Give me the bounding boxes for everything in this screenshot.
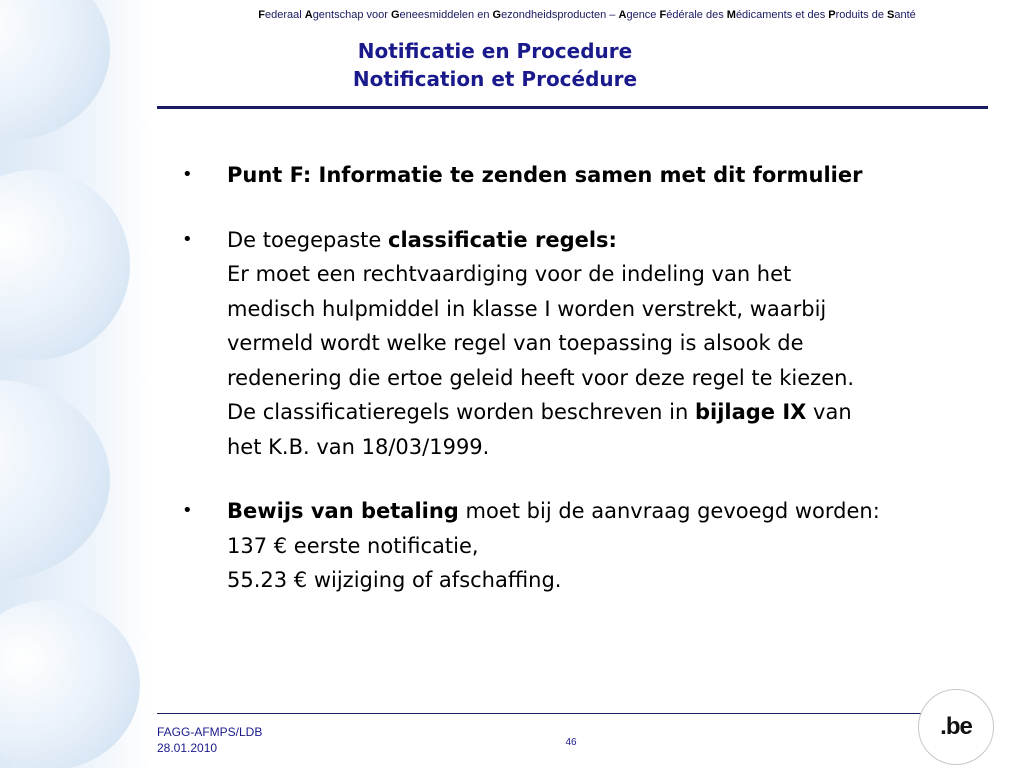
bullet-dot: •	[182, 228, 193, 250]
title-line-french: Notification et Procédure	[352, 67, 638, 91]
agency-word: ederaal	[264, 9, 305, 21]
agency-initial: S	[887, 9, 895, 21]
bullet-line: medisch hulpmiddel in klasse I worden verstrekt, waarbij	[227, 296, 827, 321]
bullet-line: van	[806, 400, 852, 424]
bullet-line: het K.B. van 18/03/1999.	[227, 434, 490, 459]
agency-word: gence	[626, 9, 660, 21]
agency-word: gentschap voor	[312, 9, 391, 21]
bullet-line: De classificatieregels worden beschreven in	[227, 400, 695, 424]
background-decoration	[0, 0, 150, 768]
footer-divider	[157, 713, 922, 714]
footer-org: FAGG-AFMPS/LDB	[157, 725, 263, 739]
bullet-dot: •	[182, 164, 193, 185]
bullet-intro-bold: classificatie regels:	[388, 227, 617, 252]
annex-reference: bijlage IX	[694, 400, 807, 424]
slide-content	[182, 158, 1002, 628]
page-title	[200, 37, 790, 93]
agency-word: édicaments et des	[735, 9, 829, 21]
agency-initial: A	[618, 9, 627, 21]
fee-modification: 55.23 € wijziging of afschaffing.	[227, 568, 562, 592]
agency-word: eneesmiddelen en	[399, 9, 493, 21]
agency-initial: P	[828, 9, 836, 21]
agency-word: anté	[894, 9, 916, 21]
payment-heading: Bewijs van betaling	[227, 499, 459, 523]
agency-initial: M	[726, 9, 736, 21]
agency-word: ezondheidsproducten –	[501, 9, 619, 21]
footer-info	[157, 724, 262, 756]
fee-first-notification: 137 € eerste notificatie,	[227, 533, 479, 558]
title-line-dutch: Notificatie en Procedure	[357, 39, 633, 63]
be-logo-icon: .be	[940, 713, 972, 740]
bullet-line: Er moet een rechtvaardiging voor de indeling van het	[227, 262, 792, 286]
page-number: 46	[565, 737, 577, 748]
bullet-classification	[182, 223, 1002, 465]
agency-word: roduits de	[835, 9, 887, 21]
agency-initial: F	[659, 9, 667, 21]
bullet-punt-f	[182, 158, 1002, 193]
bullet-intro: De toegepaste	[227, 227, 388, 252]
bullet-line: vermeld wordt welke regel van toepassing is alsook de	[227, 331, 804, 355]
bullet-payment	[182, 494, 1002, 598]
agency-initial: G	[390, 9, 400, 21]
agency-initial: G	[492, 9, 502, 21]
agency-header	[150, 9, 1024, 21]
title-divider	[157, 106, 988, 109]
agency-initial: A	[304, 9, 313, 21]
bullet-dot: •	[182, 500, 193, 521]
bullet-line: moet bij de aanvraag gevoegd worden:	[458, 499, 880, 523]
agency-word: édérale des	[666, 9, 727, 21]
bullet-text: Punt F: Informatie te zenden samen met dit formulier	[227, 163, 863, 187]
agency-initial: F	[258, 9, 265, 21]
be-logo-badge	[918, 689, 994, 765]
bullet-line: redenering die ertoe geleid heeft voor deze regel te kiezen.	[227, 365, 855, 390]
footer-date: 28.01.2010	[157, 741, 218, 755]
